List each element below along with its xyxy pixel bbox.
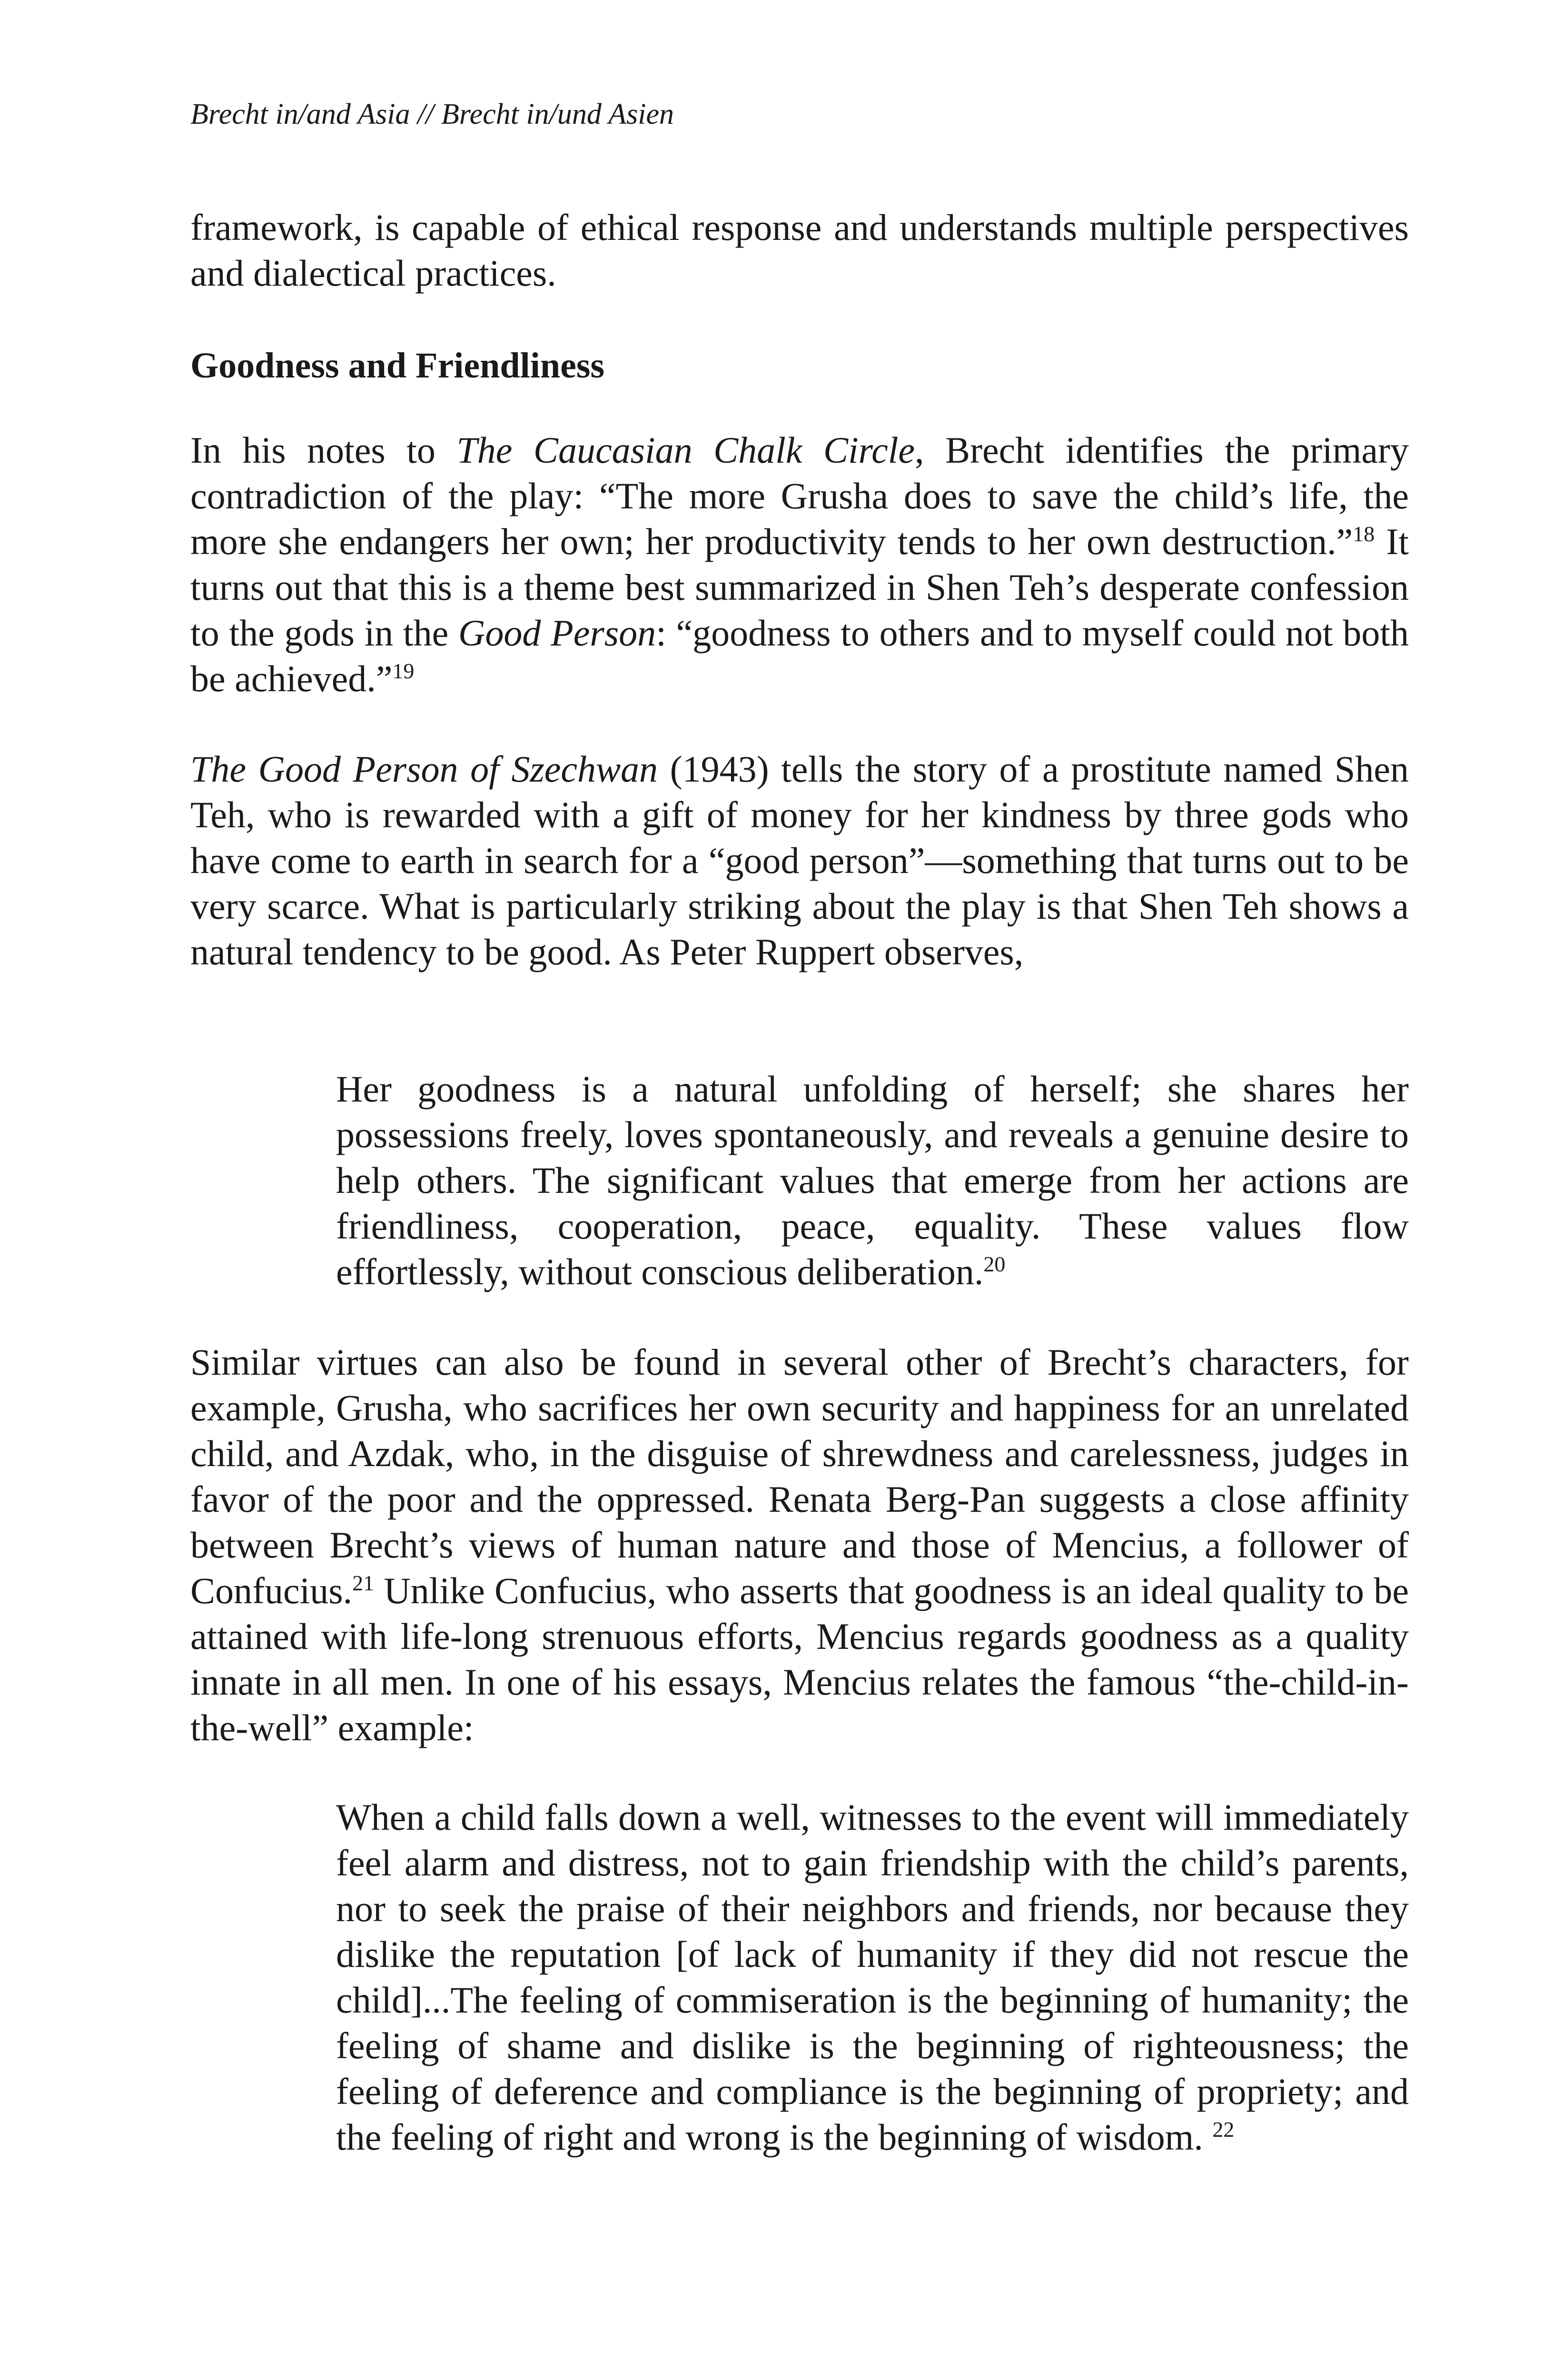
quote-text: When a child falls down a well, witnesses to the event will immediately feel alarm and distress, not to gain friendship with the child’s parents, nor to seek the praise of their neighbors and friends, nor because they dislike the reputation [of lack of humanity if they did not rescue the child]...The feeling of commiseration is the beginning of humanity; the feeling of shame and dislike is the beginning of righteousness; the feeling of deference and compliance is the beginning of propriety; and the feeling of right and wrong is the beginning of wisdom.: [336, 1796, 1409, 2158]
text-run: (1943) tells the story of a prostitute named Shen Teh, who is rewarded with a gift of money for her kindness by three gods who have come to earth in search for a “good person”—something that turns out to be very scarce. What is particularly striking about the play is that Shen Teh shows a natural tendency to be good. As Peter Ruppert observes,: [190, 748, 1409, 972]
paragraph-good-person: [190, 746, 1409, 975]
text-run: Unlike Confucius, who asserts that goodness is an ideal quality to be attained with life-long strenuous efforts, Mencius regards goodness as a quality innate in all men. In one of his essays, Mencius relates the famous “the-child-in-the-well” example:: [190, 1570, 1409, 1748]
text-run: Similar virtues can also be found in several other of Brecht’s characters, for example, Grusha, who sacrifices her own security and happiness for an unrelated child, and Azdak, who, in the disguise of shrewdness and carelessness, judges in favor of the poor and the oppressed. Renata Berg-Pan suggests a close affinity between Brecht’s views of human nature and those of Mencius, a follower of Confucius.: [190, 1341, 1409, 1611]
footnote-ref-20: 20: [983, 1252, 1006, 1276]
footnote-ref-22: 22: [1212, 2117, 1235, 2142]
footnote-ref-19: 19: [392, 659, 415, 683]
text-run: : “goodness to others and to myself could not both be achieved.”: [190, 612, 1409, 699]
text-run: In his notes to: [190, 429, 457, 471]
paragraph-similar-virtues: [190, 1339, 1409, 1751]
title-good-person-of-szechwan: The Good Person of Szechwan: [190, 748, 658, 790]
block-quote-mencius: [336, 1795, 1409, 2160]
block-quote-ruppert: [336, 1066, 1409, 1295]
paragraph-continuation: framework, is capable of ethical response and understands multiple perspectives and dialectical practices.: [190, 207, 1409, 294]
section-heading: Goodness and Friendliness: [190, 346, 604, 386]
footnote-ref-18: 18: [1353, 522, 1375, 546]
text-run: It turns out that this is a theme best summarized in Shen Teh’s desperate confession to the gods in the: [190, 521, 1409, 654]
paragraph-chalk-circle: [190, 427, 1409, 702]
title-good-person: Good Person: [458, 612, 656, 654]
text-run: , Brecht identifies the primary contradiction of the play: “The more Grusha does to save the child’s life, the more she endangers her own; her productivity tends to her own destruction.”: [190, 429, 1409, 562]
title-caucasian-chalk-circle: The Caucasian Chalk Circle: [456, 429, 915, 471]
quote-text: Her goodness is a natural unfolding of herself; she shares her possessions freely, loves spontaneously, and reveals a genuine desire to help others. The significant values that emerge from her actions are friendliness, cooperation, peace, equality. These values flow effortlessly, without conscious deliberation.: [336, 1068, 1409, 1292]
footnote-ref-21: 21: [352, 1571, 375, 1595]
running-head: Brecht in/and Asia // Brecht in/und Asien: [190, 98, 674, 130]
